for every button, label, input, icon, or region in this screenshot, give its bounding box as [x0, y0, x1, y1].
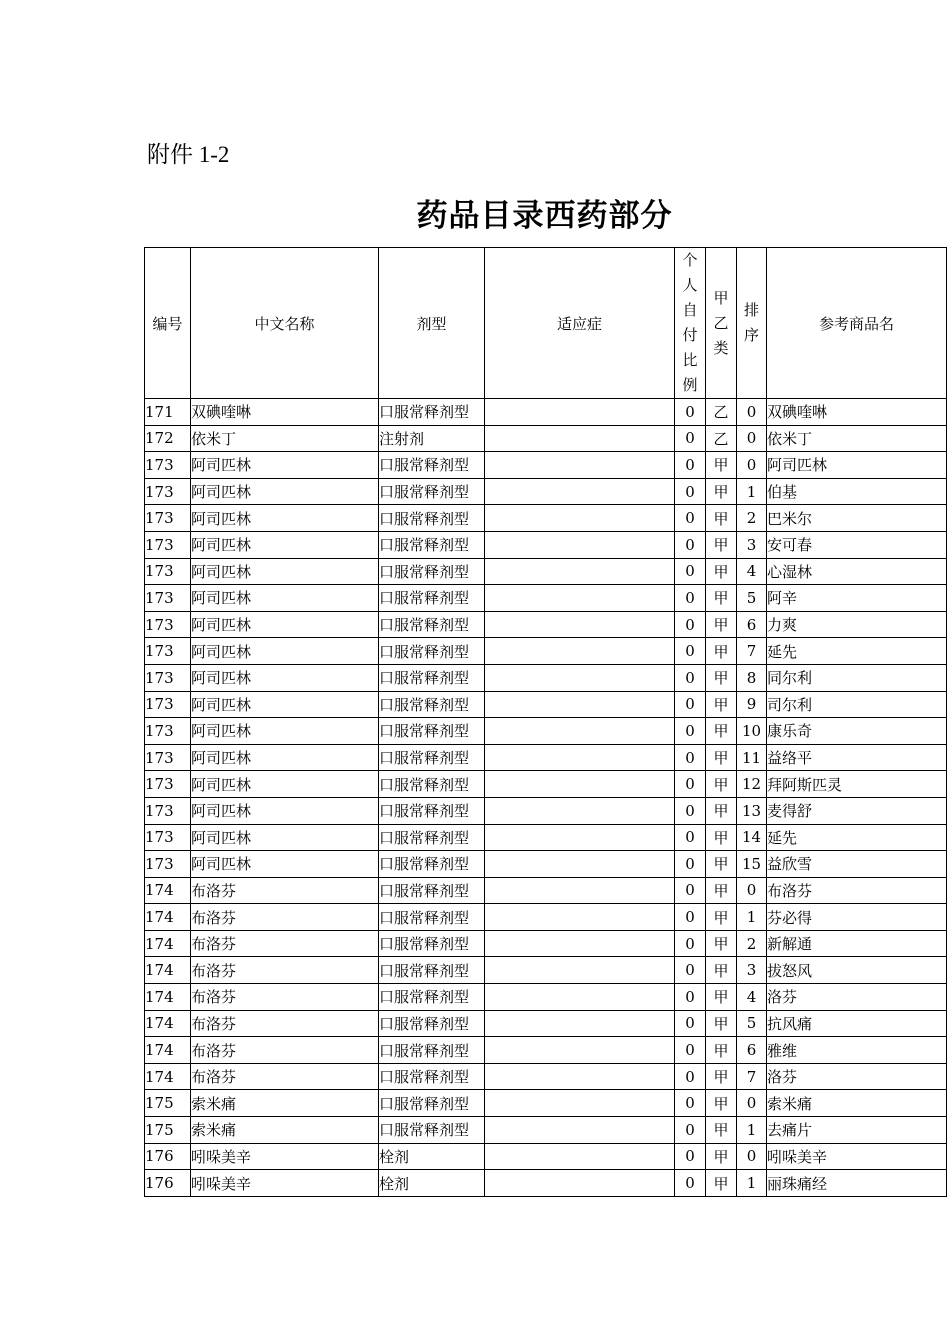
table-row — [145, 452, 947, 479]
cell-indication — [485, 1090, 675, 1117]
cell-ratio: 0 — [675, 691, 706, 718]
cell-name: 阿司匹林 — [191, 744, 379, 771]
cell-brand: 延先 — [767, 824, 947, 851]
cell-name: 阿司匹林 — [191, 851, 379, 878]
cell-brand: 伯基 — [767, 478, 947, 505]
cell-ratio: 0 — [675, 957, 706, 984]
cell-brand: 新解通 — [767, 930, 947, 957]
cell-form: 口服常释剂型 — [379, 691, 485, 718]
cell-brand: 芬必得 — [767, 904, 947, 931]
cell-category: 甲 — [706, 1063, 737, 1090]
cell-no: 173 — [145, 744, 191, 771]
cell-indication — [485, 611, 675, 638]
cell-name: 阿司匹林 — [191, 505, 379, 532]
cell-form: 口服常释剂型 — [379, 877, 485, 904]
cell-no: 173 — [145, 611, 191, 638]
cell-ratio: 0 — [675, 930, 706, 957]
cell-name: 阿司匹林 — [191, 691, 379, 718]
cell-form: 口服常释剂型 — [379, 1090, 485, 1117]
cell-form: 口服常释剂型 — [379, 718, 485, 745]
cell-no: 173 — [145, 638, 191, 665]
cell-order: 7 — [737, 638, 767, 665]
cell-category: 甲 — [706, 638, 737, 665]
cell-ratio: 0 — [675, 984, 706, 1011]
table-row — [145, 797, 947, 824]
cell-ratio: 0 — [675, 877, 706, 904]
cell-order: 15 — [737, 851, 767, 878]
cell-no: 173 — [145, 797, 191, 824]
cell-brand: 双碘喹啉 — [767, 399, 947, 426]
header-row — [145, 248, 947, 399]
cell-ratio: 0 — [675, 718, 706, 745]
document-title: 药品目录西药部分 — [416, 198, 673, 234]
header-indication: 适应症 — [485, 248, 675, 399]
cell-no: 173 — [145, 851, 191, 878]
cell-category: 甲 — [706, 691, 737, 718]
cell-ratio: 0 — [675, 1037, 706, 1064]
cell-no: 176 — [145, 1170, 191, 1197]
cell-order: 14 — [737, 824, 767, 851]
cell-name: 吲哚美辛 — [191, 1143, 379, 1170]
cell-no: 173 — [145, 691, 191, 718]
cell-order: 1 — [737, 1117, 767, 1144]
table-row — [145, 531, 947, 558]
header-ratio-char: 付 — [682, 326, 698, 344]
cell-ratio: 0 — [675, 1010, 706, 1037]
cell-name: 布洛芬 — [191, 957, 379, 984]
cell-order: 7 — [737, 1063, 767, 1090]
cell-indication — [485, 930, 675, 957]
cell-category: 甲 — [706, 531, 737, 558]
cell-indication — [485, 718, 675, 745]
cell-form: 口服常释剂型 — [379, 957, 485, 984]
cell-category: 甲 — [706, 744, 737, 771]
cell-no: 172 — [145, 425, 191, 452]
cell-category: 甲 — [706, 478, 737, 505]
header-ratio-char: 例 — [682, 376, 698, 394]
table-row — [145, 399, 947, 426]
header-category-char: 类 — [713, 338, 729, 357]
header-ratio-char: 比 — [682, 351, 698, 369]
cell-no: 174 — [145, 877, 191, 904]
cell-ratio: 0 — [675, 744, 706, 771]
table-row — [145, 851, 947, 878]
cell-indication — [485, 452, 675, 479]
cell-name: 布洛芬 — [191, 1010, 379, 1037]
table-row — [145, 691, 947, 718]
drug-catalog-table — [144, 247, 947, 1197]
cell-category: 甲 — [706, 1117, 737, 1144]
cell-indication — [485, 984, 675, 1011]
table-row — [145, 718, 947, 745]
cell-no: 175 — [145, 1090, 191, 1117]
cell-ratio: 0 — [675, 1063, 706, 1090]
cell-brand: 阿司匹林 — [767, 452, 947, 479]
table-row — [145, 1010, 947, 1037]
cell-brand: 丽珠痛经 — [767, 1170, 947, 1197]
cell-order: 0 — [737, 452, 767, 479]
cell-no: 171 — [145, 399, 191, 426]
cell-order: 2 — [737, 505, 767, 532]
cell-indication — [485, 1010, 675, 1037]
cell-indication — [485, 797, 675, 824]
cell-no: 174 — [145, 1037, 191, 1064]
cell-name: 阿司匹林 — [191, 611, 379, 638]
cell-name: 布洛芬 — [191, 1037, 379, 1064]
cell-name: 索米痛 — [191, 1117, 379, 1144]
table-row — [145, 1170, 947, 1197]
cell-form: 口服常释剂型 — [379, 505, 485, 532]
cell-category: 甲 — [706, 505, 737, 532]
cell-indication — [485, 771, 675, 798]
cell-category: 甲 — [706, 1037, 737, 1064]
cell-category: 甲 — [706, 585, 737, 612]
table-body — [145, 399, 947, 1197]
cell-category: 甲 — [706, 558, 737, 585]
cell-order: 1 — [737, 1170, 767, 1197]
cell-ratio: 0 — [675, 851, 706, 878]
header-ratio-char: 个 — [682, 251, 698, 269]
cell-order: 11 — [737, 744, 767, 771]
cell-form: 口服常释剂型 — [379, 611, 485, 638]
cell-name: 双碘喹啉 — [191, 399, 379, 426]
table-row — [145, 957, 947, 984]
cell-form: 口服常释剂型 — [379, 452, 485, 479]
table-row — [145, 478, 947, 505]
cell-ratio: 0 — [675, 1143, 706, 1170]
cell-name: 布洛芬 — [191, 904, 379, 931]
cell-category: 甲 — [706, 718, 737, 745]
cell-ratio: 0 — [675, 638, 706, 665]
cell-name: 吲哚美辛 — [191, 1170, 379, 1197]
cell-name: 阿司匹林 — [191, 664, 379, 691]
cell-name: 布洛芬 — [191, 1063, 379, 1090]
cell-brand: 雅维 — [767, 1037, 947, 1064]
cell-category: 甲 — [706, 611, 737, 638]
cell-form: 口服常释剂型 — [379, 984, 485, 1011]
cell-brand: 延先 — [767, 638, 947, 665]
cell-category: 甲 — [706, 452, 737, 479]
cell-form: 栓剂 — [379, 1170, 485, 1197]
cell-form: 口服常释剂型 — [379, 531, 485, 558]
table-row — [145, 744, 947, 771]
cell-order: 1 — [737, 478, 767, 505]
cell-brand: 麦得舒 — [767, 797, 947, 824]
cell-order: 13 — [737, 797, 767, 824]
cell-indication — [485, 664, 675, 691]
cell-name: 阿司匹林 — [191, 585, 379, 612]
cell-no: 174 — [145, 1063, 191, 1090]
cell-name: 阿司匹林 — [191, 452, 379, 479]
cell-category: 甲 — [706, 930, 737, 957]
table-row — [145, 1143, 947, 1170]
cell-form: 口服常释剂型 — [379, 1010, 485, 1037]
cell-order: 3 — [737, 531, 767, 558]
cell-form: 口服常释剂型 — [379, 1063, 485, 1090]
cell-name: 阿司匹林 — [191, 478, 379, 505]
table-row — [145, 877, 947, 904]
cell-name: 布洛芬 — [191, 877, 379, 904]
cell-no: 174 — [145, 1010, 191, 1037]
cell-form: 口服常释剂型 — [379, 478, 485, 505]
cell-order: 1 — [737, 904, 767, 931]
cell-brand: 索米痛 — [767, 1090, 947, 1117]
cell-brand: 力爽 — [767, 611, 947, 638]
cell-indication — [485, 1143, 675, 1170]
cell-brand: 心湿林 — [767, 558, 947, 585]
cell-no: 173 — [145, 664, 191, 691]
cell-indication — [485, 638, 675, 665]
cell-indication — [485, 531, 675, 558]
table-row — [145, 904, 947, 931]
cell-indication — [485, 1063, 675, 1090]
header-form: 剂型 — [379, 248, 485, 399]
cell-no: 176 — [145, 1143, 191, 1170]
cell-order: 6 — [737, 611, 767, 638]
cell-form: 口服常释剂型 — [379, 638, 485, 665]
cell-category: 甲 — [706, 664, 737, 691]
cell-form: 口服常释剂型 — [379, 771, 485, 798]
cell-form: 口服常释剂型 — [379, 930, 485, 957]
cell-order: 5 — [737, 585, 767, 612]
cell-name: 阿司匹林 — [191, 824, 379, 851]
cell-order: 9 — [737, 691, 767, 718]
cell-form: 口服常释剂型 — [379, 664, 485, 691]
cell-indication — [485, 425, 675, 452]
cell-no: 174 — [145, 930, 191, 957]
cell-no: 173 — [145, 531, 191, 558]
cell-ratio: 0 — [675, 399, 706, 426]
cell-name: 阿司匹林 — [191, 771, 379, 798]
table-row — [145, 638, 947, 665]
cell-category: 乙 — [706, 399, 737, 426]
cell-brand: 巴米尔 — [767, 505, 947, 532]
cell-no: 173 — [145, 478, 191, 505]
cell-indication — [485, 1170, 675, 1197]
header-order-char: 序 — [743, 326, 759, 344]
cell-order: 8 — [737, 664, 767, 691]
header-ratio — [675, 248, 706, 399]
cell-ratio: 0 — [675, 1117, 706, 1144]
cell-ratio: 0 — [675, 1090, 706, 1117]
cell-indication — [485, 1117, 675, 1144]
cell-indication — [485, 558, 675, 585]
cell-no: 173 — [145, 718, 191, 745]
cell-order: 6 — [737, 1037, 767, 1064]
cell-name: 依米丁 — [191, 425, 379, 452]
cell-order: 0 — [737, 1143, 767, 1170]
cell-brand: 益欣雪 — [767, 851, 947, 878]
cell-brand: 益络平 — [767, 744, 947, 771]
cell-ratio: 0 — [675, 797, 706, 824]
cell-ratio: 0 — [675, 824, 706, 851]
table-row — [145, 1063, 947, 1090]
cell-form: 口服常释剂型 — [379, 824, 485, 851]
header-order — [737, 248, 767, 399]
cell-category: 甲 — [706, 1170, 737, 1197]
cell-ratio: 0 — [675, 425, 706, 452]
cell-brand: 安可春 — [767, 531, 947, 558]
cell-no: 173 — [145, 824, 191, 851]
table-row — [145, 585, 947, 612]
cell-brand: 布洛芬 — [767, 877, 947, 904]
table-row — [145, 1117, 947, 1144]
cell-category: 甲 — [706, 877, 737, 904]
cell-name: 阿司匹林 — [191, 531, 379, 558]
cell-brand: 拜阿斯匹灵 — [767, 771, 947, 798]
cell-name: 阿司匹林 — [191, 558, 379, 585]
cell-ratio: 0 — [675, 664, 706, 691]
cell-category: 甲 — [706, 984, 737, 1011]
cell-brand: 阿辛 — [767, 585, 947, 612]
cell-brand: 洛芬 — [767, 1063, 947, 1090]
cell-no: 173 — [145, 558, 191, 585]
table-row — [145, 824, 947, 851]
cell-indication — [485, 744, 675, 771]
cell-ratio: 0 — [675, 585, 706, 612]
cell-form: 口服常释剂型 — [379, 797, 485, 824]
cell-brand: 康乐奇 — [767, 718, 947, 745]
cell-brand: 同尔利 — [767, 664, 947, 691]
cell-brand: 依米丁 — [767, 425, 947, 452]
cell-form: 口服常释剂型 — [379, 744, 485, 771]
cell-no: 174 — [145, 957, 191, 984]
cell-form: 口服常释剂型 — [379, 1117, 485, 1144]
cell-brand: 洛芬 — [767, 984, 947, 1011]
cell-order: 0 — [737, 425, 767, 452]
cell-category: 甲 — [706, 1090, 737, 1117]
cell-name: 索米痛 — [191, 1090, 379, 1117]
cell-order: 0 — [737, 399, 767, 426]
cell-no: 173 — [145, 771, 191, 798]
table-row — [145, 664, 947, 691]
cell-category: 甲 — [706, 957, 737, 984]
cell-indication — [485, 478, 675, 505]
cell-category: 甲 — [706, 824, 737, 851]
cell-no: 173 — [145, 505, 191, 532]
header-category-char: 乙 — [713, 313, 729, 332]
cell-ratio: 0 — [675, 771, 706, 798]
cell-ratio: 0 — [675, 452, 706, 479]
header-name: 中文名称 — [191, 248, 379, 399]
cell-no: 173 — [145, 585, 191, 612]
cell-indication — [485, 585, 675, 612]
cell-category: 甲 — [706, 851, 737, 878]
cell-brand: 去痛片 — [767, 1117, 947, 1144]
cell-category: 甲 — [706, 904, 737, 931]
cell-no: 175 — [145, 1117, 191, 1144]
header-order-char: 排 — [743, 301, 759, 319]
cell-brand: 司尔利 — [767, 691, 947, 718]
cell-indication — [485, 877, 675, 904]
cell-name: 布洛芬 — [191, 984, 379, 1011]
cell-category: 乙 — [706, 425, 737, 452]
cell-form: 口服常释剂型 — [379, 399, 485, 426]
cell-name: 阿司匹林 — [191, 718, 379, 745]
cell-no: 174 — [145, 904, 191, 931]
cell-ratio: 0 — [675, 505, 706, 532]
cell-category: 甲 — [706, 1010, 737, 1037]
attachment-label: 附件 1-2 — [147, 142, 230, 167]
cell-ratio: 0 — [675, 478, 706, 505]
cell-brand: 吲哚美辛 — [767, 1143, 947, 1170]
cell-form: 栓剂 — [379, 1143, 485, 1170]
cell-brand: 抗风痛 — [767, 1010, 947, 1037]
cell-indication — [485, 399, 675, 426]
cell-ratio: 0 — [675, 904, 706, 931]
cell-order: 5 — [737, 1010, 767, 1037]
cell-name: 阿司匹林 — [191, 797, 379, 824]
table-row — [145, 771, 947, 798]
cell-indication — [485, 505, 675, 532]
table-row — [145, 425, 947, 452]
table-row — [145, 1090, 947, 1117]
cell-order: 4 — [737, 984, 767, 1011]
cell-no: 174 — [145, 984, 191, 1011]
cell-indication — [485, 851, 675, 878]
cell-no: 173 — [145, 452, 191, 479]
cell-order: 2 — [737, 930, 767, 957]
header-brand: 参考商品名 — [767, 248, 947, 399]
cell-order: 4 — [737, 558, 767, 585]
header-ratio-char: 人 — [682, 276, 698, 294]
cell-form: 口服常释剂型 — [379, 904, 485, 931]
header-no: 编号 — [145, 248, 191, 399]
table-row — [145, 1037, 947, 1064]
cell-indication — [485, 824, 675, 851]
cell-indication — [485, 904, 675, 931]
cell-category: 甲 — [706, 771, 737, 798]
cell-ratio: 0 — [675, 531, 706, 558]
cell-order: 0 — [737, 877, 767, 904]
cell-brand: 拔怒风 — [767, 957, 947, 984]
table-row — [145, 984, 947, 1011]
cell-ratio: 0 — [675, 558, 706, 585]
cell-form: 口服常释剂型 — [379, 851, 485, 878]
header-ratio-char: 自 — [682, 301, 698, 319]
header-category-char: 甲 — [713, 288, 729, 307]
cell-indication — [485, 957, 675, 984]
cell-order: 12 — [737, 771, 767, 798]
table-row — [145, 505, 947, 532]
cell-indication — [485, 1037, 675, 1064]
table-row — [145, 930, 947, 957]
table-row — [145, 558, 947, 585]
cell-order: 3 — [737, 957, 767, 984]
table-row — [145, 611, 947, 638]
cell-name: 阿司匹林 — [191, 638, 379, 665]
cell-form: 口服常释剂型 — [379, 558, 485, 585]
cell-category: 甲 — [706, 1143, 737, 1170]
header-category — [706, 248, 737, 399]
cell-form: 口服常释剂型 — [379, 1037, 485, 1064]
cell-category: 甲 — [706, 797, 737, 824]
cell-ratio: 0 — [675, 611, 706, 638]
cell-form: 口服常释剂型 — [379, 585, 485, 612]
cell-form: 注射剂 — [379, 425, 485, 452]
cell-order: 10 — [737, 718, 767, 745]
cell-name: 布洛芬 — [191, 930, 379, 957]
cell-order: 0 — [737, 1090, 767, 1117]
cell-indication — [485, 691, 675, 718]
cell-ratio: 0 — [675, 1170, 706, 1197]
